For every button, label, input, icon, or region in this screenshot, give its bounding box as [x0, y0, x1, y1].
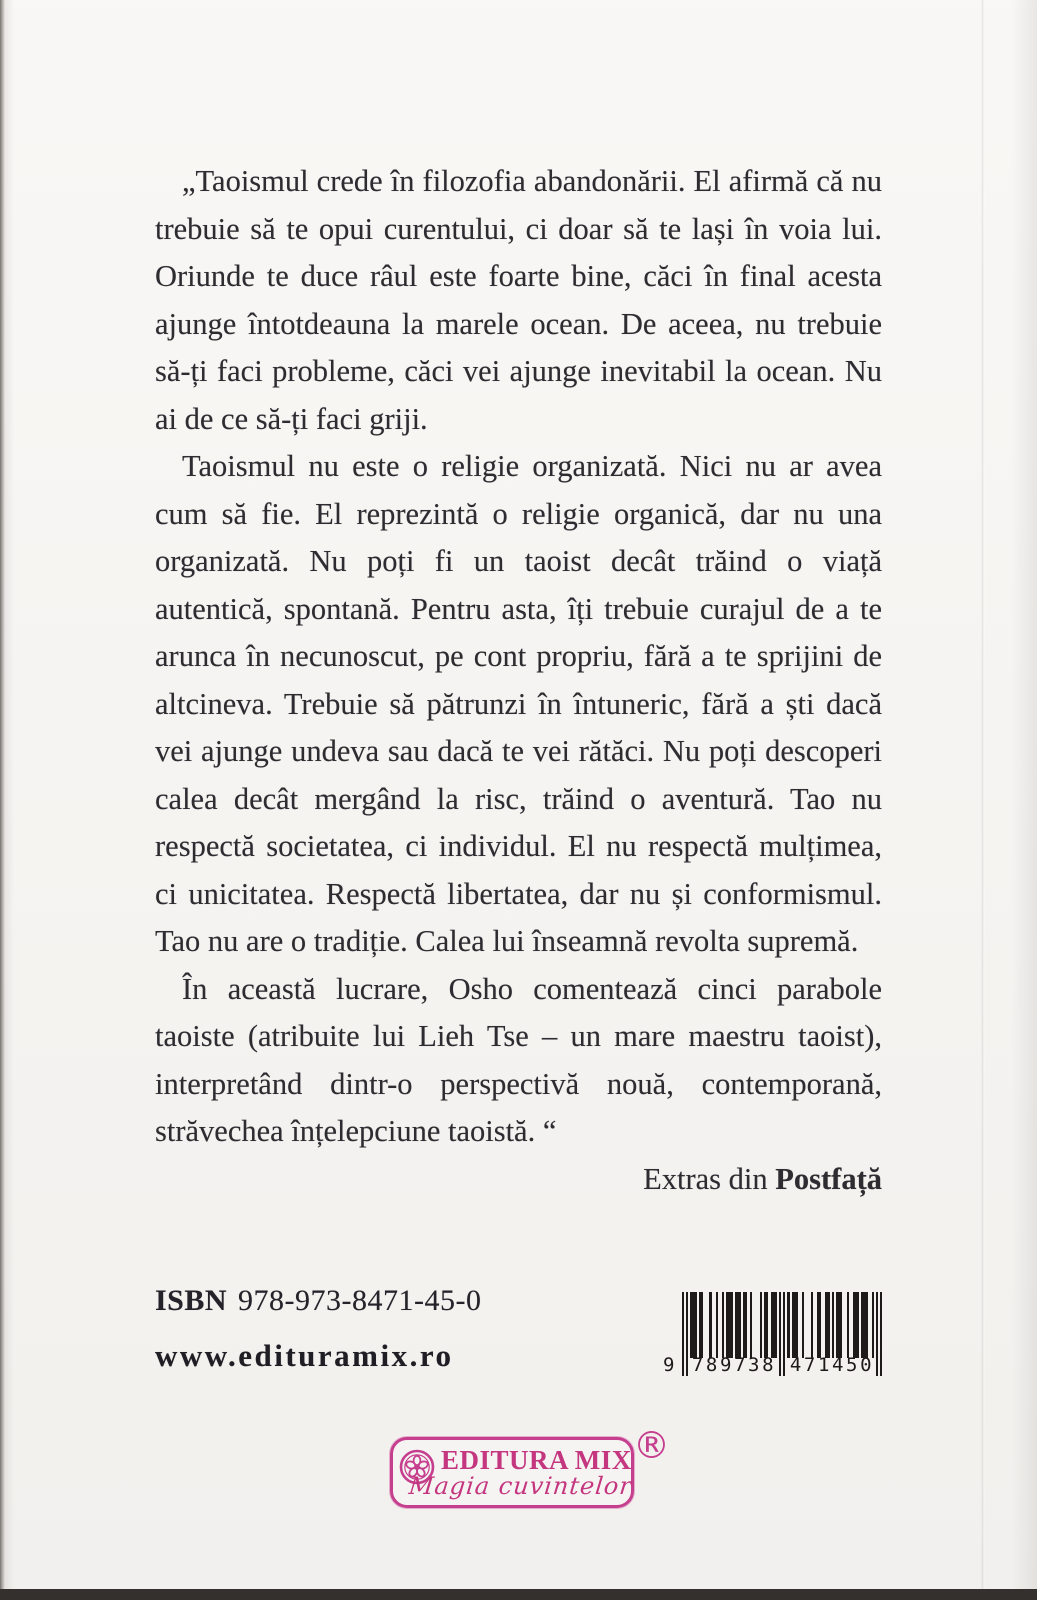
publisher-logo-frame [390, 1437, 634, 1508]
scan-crease [981, 0, 985, 1589]
attribution-prefix: Extras din [643, 1161, 776, 1196]
blurb-text-block [155, 158, 882, 1203]
barcode-digits [663, 1353, 883, 1377]
barcode-lead-digit: 9 [663, 1354, 675, 1376]
blurb-paragraph: Taoismul nu este o religie organizată. Nici nu ar avea cum să fie. El reprezintă o religie organică, dar nu una organizată. Nu poți fi un taoist decât trăind o viață autentică, spontană. Pentru asta, îți trebuie curajul de a te arunca în necunoscut, pe cont propriu, fără a te sprijini de altcineva. Trebuie să pătrunzi în întuneric, fără a ști dacă vei ajunge undeva sau dacă te vei rătăci. Nu poți descoperi calea decât mergând la risc, trăind o aventură. Tao nu respectă societatea, ci individul. El nu respectă mulțimea, ci unicitatea. Respectă libertatea, dar nu și conformismul. Tao nu are o tradiție. Calea lui înseamnă revolta supremă. [155, 449, 882, 958]
barcode-group-left: 789738 [691, 1354, 777, 1376]
blurb-paragraph: În această lucrare, Osho comentează cinci parabole taoiste (atribuite lui Lieh Tse – un mare maestru taoist), interpretând dintr-o perspectivă nouă, contemporană, străvechea înțelepciune taoistă. “ [155, 971, 882, 1148]
attribution-line [155, 1156, 882, 1204]
isbn-line [155, 1284, 482, 1318]
scan-left-edge [0, 0, 5, 1600]
publisher-website: www.edituramix.ro [155, 1338, 454, 1373]
blurb-paragraph: „Taoismul crede în filozofia abandonării. El afirmă că nu trebuie să te opui curentului, ci doar să te lași în voia lui. Oriunde te duce râul este foarte bine, căci în final acesta ajunge întotdeauna la marele ocean. De aceea, nu trebuie să-ți faci probleme, căci vei ajunge inevitabil la ocean. Nu ai de ce să-ți faci griji. [155, 164, 882, 436]
barcode-group-right: 471450 [789, 1354, 875, 1376]
attribution-source: Postfață [775, 1161, 882, 1196]
publisher-tagline: Magia cuvintelor [407, 1472, 634, 1500]
isbn-number: 978-973-8471-45-0 [238, 1284, 482, 1317]
publisher-name: EDITURA MIX [441, 1445, 632, 1475]
publisher-logo [390, 1424, 690, 1512]
scan-bottom-edge [0, 1589, 1037, 1600]
ean13-barcode [663, 1292, 883, 1378]
isbn-label: ISBN [155, 1284, 228, 1317]
registered-trademark-icon: ® [633, 1424, 670, 1467]
